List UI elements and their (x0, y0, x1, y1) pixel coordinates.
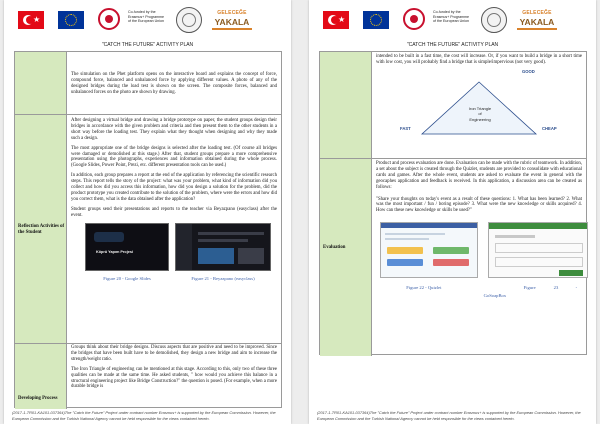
turkey-flag-icon: ★ (18, 11, 44, 29)
eu-flag-icon (363, 11, 389, 29)
figure-quizlet (380, 222, 478, 283)
figure-caption: Figure (523, 285, 536, 291)
project-logo-line2: YAKALA (214, 17, 250, 27)
document-page-left (4, 0, 291, 424)
row-content-cell (372, 52, 586, 158)
figure-row (85, 223, 277, 282)
project-logo-line2: YAKALA (519, 17, 555, 27)
figure-caption: Figure 20 - Google Slides (103, 275, 151, 281)
project-logo-line1: GELECEĞE (522, 10, 552, 16)
project-logo (513, 10, 561, 34)
page-title: "CATCH THE FUTURE" ACTIVITY PLAN (101, 42, 194, 48)
table-row (15, 114, 281, 343)
eu-flag-icon (58, 11, 84, 29)
row-label-cell (320, 52, 372, 158)
row-label-cell (320, 159, 372, 356)
table-row (320, 158, 586, 356)
page-footer: (2017-1-TR01-KA101-037364)The "Catch the Future" Project under contract number Erasmus+ is supported by the European Commission. However, the European Commission and the Turkish National Agency cannot be held responsible for the views contained herein. (12, 410, 276, 422)
logo-strip (309, 7, 596, 41)
row-content-cell (67, 344, 281, 409)
developing-process-label: Developing Process (18, 396, 58, 401)
figure-caption: Figure 22 - Quizlet (406, 285, 442, 291)
triangle-center-text (460, 106, 500, 123)
paragraph: intended to be built in a fast time, the cost will increase. Or, if you want to build a bridge in a short time with low cost, you will probably find a bridge that is simple/impervious (not very good). (376, 54, 582, 65)
activity-table (14, 51, 282, 408)
erasmus-funded-text: Co-funded by the Erasmus+ Programme of the European Union (128, 10, 165, 24)
table-row (15, 343, 281, 409)
page-footer: (2017-1-TR01-KA101-037364)The "Catch the Future" Project under contract number Erasmus+ is supported by the European Commission. However, the European Commission and the Turkish National Agency cannot be held responsible for the views contained herein. (317, 410, 581, 422)
national-agency-seal-icon (403, 8, 425, 30)
activity-table (319, 51, 587, 355)
figure-gosoapbox (488, 222, 588, 283)
national-agency-seal-icon (98, 8, 120, 30)
triangle-label-fast: FAST (400, 125, 411, 131)
row-label-cell (15, 344, 67, 409)
triangle-center-line: Engineering (469, 117, 491, 122)
figure-row (380, 222, 582, 283)
paragraph: Product and process evaluation are done. Evaluation can be made with the rubric of teamwork. In addition, a set about the subject is created through the Quizlet, students are provided to consolidate with educational cards and games. After the whole event, students are asked to evaluate the event in general with the geocaphes application and feedback is received. In this application, a discussion area can be created as follows: (376, 161, 582, 190)
document-page-right (309, 0, 596, 424)
table-row (15, 52, 281, 114)
school-seal-icon (481, 7, 507, 33)
paragraph: In addition, each group prepares a report at the end of the application by referencing the scientific research steps. This report tells the story of the project: what was your problem, what kind of information did you collect and how did you access this information, how did you design a solution for the problem, did the product prototype you created contribute to the solution of the problem, where were the errors and how did you correct them, what is the data obtained after the application? (71, 173, 277, 202)
row-label-cell (15, 52, 67, 114)
paragraph: "Share your thoughts on today's event as a result of these questions: 1. What has been learned? 2. What was the most important / fun / boring episode? 3. What were the new knowledge or skills acquired? 4. How can these new knowledge or skills be used?" (376, 196, 582, 214)
turkey-flag-icon: ★ (323, 11, 349, 29)
row-content-cell (67, 115, 281, 343)
figure-caption-right (472, 285, 582, 301)
paragraph: The Iron Triangle of engineering can be mentioned at this stage. According to this, only two of these three qualities can be made at the same time. He asked students, " how would you achieve this balance in a structural engineering project like Bridge Construction?" the question is posed. (For example, when a more durable bridge is (71, 366, 277, 390)
project-logo (208, 10, 256, 34)
triangle-center-line: of (478, 111, 482, 117)
project-logo-line1: GELECEĞE (217, 10, 247, 16)
slide-title: Köprü Yapım Projesi (96, 249, 134, 254)
evaluation-label: Evaluation (323, 245, 346, 250)
figure-caption: Figure 21 - Beyazpano (easyclass) (191, 275, 255, 281)
google-slides-screenshot (85, 223, 169, 271)
figure-easyclass (175, 223, 271, 282)
paragraph: The simulation on the Phet platform opens on the interactive board and explains the concept of force, compound force, balanced and unbalanced force by applying different values. A photo of any of the designed bridges during the load test is shown on the screen. The composite forces, balanced and unbalanced forces on the photo are shown by drawing. (71, 72, 277, 95)
paragraph: Groups think about their bridge designs. Discuss aspects that are positive and need to be improved. Since the bridges that have been built have to be demolished, they design a new bridge and aim to increase the strength/weight ratio. (71, 345, 277, 362)
figure-caption: GoSoapBox (483, 293, 507, 299)
erasmus-funded-text: Co-funded by the Erasmus+ Programme of the European Union (433, 10, 470, 24)
caption-row (376, 285, 582, 301)
triangle-label-good: GOOD (522, 68, 535, 74)
figure-google-slides (85, 223, 169, 282)
row-label-cell (15, 115, 67, 343)
page-title: "CATCH THE FUTURE" ACTIVITY PLAN (406, 42, 499, 48)
table-row (320, 52, 586, 158)
row-content-cell (372, 159, 586, 356)
paragraph: Student groups send their presentations and reports to the teacher via Beyazpano (easyclass) after the event. (71, 206, 277, 218)
iron-triangle-diagram (384, 68, 574, 138)
school-seal-icon (176, 7, 202, 33)
row-content-cell (67, 52, 281, 114)
quizlet-screenshot (380, 222, 478, 278)
paragraph: The most appropriate one of the bridge designs is selected after the loading test. (Of course all bridges were damaged or demolished at this stage.) After that, student groups prepare a more comprehensive presentation using the photographs, experiences and information obtained during the whole process. (Google Slides, Power Point, Prezi, etc. different presentation tools can be used.) (71, 145, 277, 169)
gosoapbox-screenshot (488, 222, 588, 278)
figure-caption: - (575, 285, 578, 291)
easyclass-screenshot (175, 223, 271, 271)
triangle-label-cheap: CHEAP (542, 125, 557, 131)
reflection-label: Reflection Activities of the Student (18, 224, 65, 235)
figure-caption: 23 (553, 285, 559, 291)
logo-strip (4, 7, 291, 41)
triangle-center-line: Iron Triangle (468, 105, 492, 111)
paragraph: After designing a virtual bridge and drawing a bridge prototype on paper, the student groups design their bridges in accordance with the given problem and criteria and then present them to the other students in a short way before the loading test. They explain what they thought when designing and why they made such a design. (71, 118, 277, 141)
